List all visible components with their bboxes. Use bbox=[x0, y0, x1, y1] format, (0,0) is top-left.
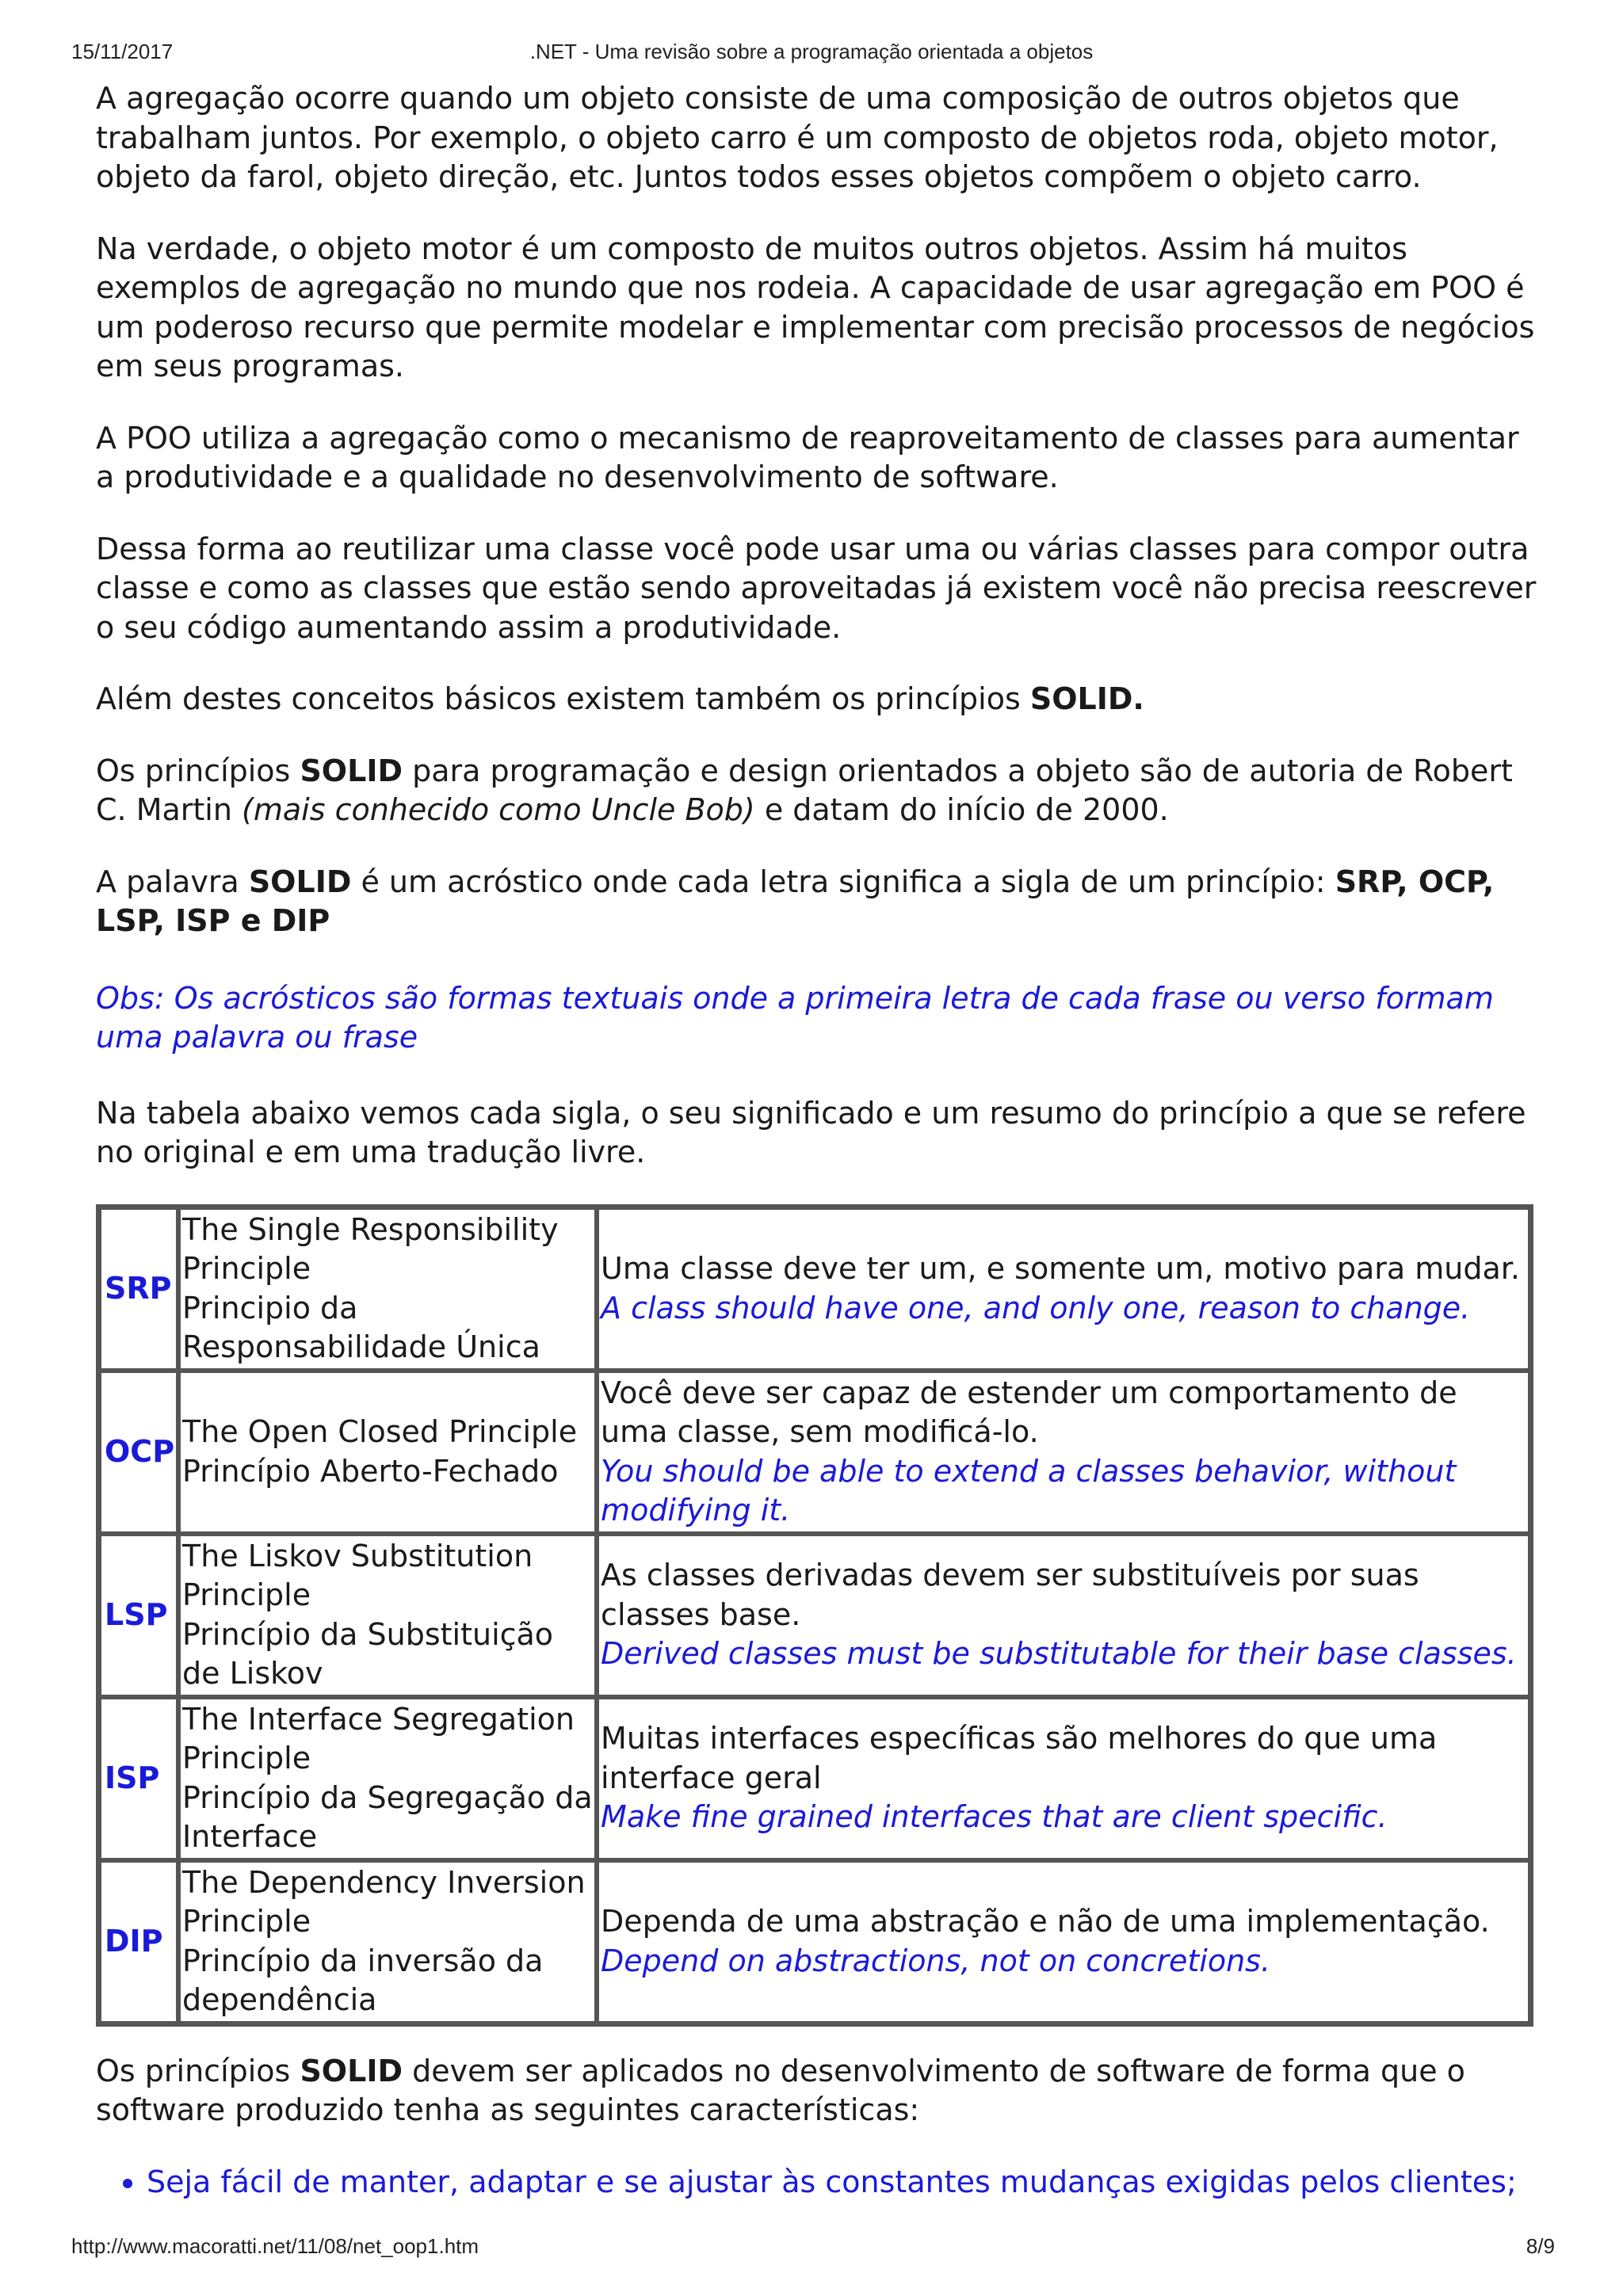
principle-desc-en: Depend on abstractions, not on concretions. bbox=[601, 1943, 1271, 1978]
principle-abbr: SRP bbox=[99, 1207, 178, 1371]
principle-name bbox=[178, 1860, 597, 2023]
principle-description bbox=[597, 1207, 1530, 1371]
principle-abbr: LSP bbox=[99, 1534, 178, 1697]
principle-name bbox=[178, 1697, 597, 1860]
table-row bbox=[99, 1697, 1530, 1860]
principle-description bbox=[597, 1697, 1530, 1860]
paragraph-table-intro: Na tabela abaixo vemos cada sigla, o seu significado e um resumo do princípio a que se refere no original e em uma tradução livre. bbox=[96, 1095, 1526, 1169]
principle-description bbox=[597, 1534, 1530, 1697]
principle-description bbox=[597, 1860, 1530, 2023]
paragraph-solid-intro: Além destes conceitos básicos existem também os princípios SOLID. bbox=[96, 681, 1144, 716]
principle-desc-pt: Você deve ser capaz de estender um comportamento de uma classe, sem modificá-lo. bbox=[601, 1375, 1457, 1449]
principle-abbr: DIP bbox=[99, 1860, 178, 2023]
footer-url: http://www.macoratti.net/11/08/net_oop1.htm bbox=[71, 2234, 479, 2258]
principle-name-en: The Dependency Inversion Principle bbox=[182, 1864, 586, 1939]
paragraph-solid-apply: Os princípios SOLID devem ser aplicados no desenvolvimento de software de forma que o software produzido tenha as seguintes características: bbox=[96, 2053, 1465, 2127]
article-content bbox=[96, 79, 1538, 2202]
table-row bbox=[99, 1207, 1530, 1371]
principle-name-en: The Interface Segregation Principle bbox=[182, 1701, 575, 1775]
principle-desc-en: Make fine grained interfaces that are client specific. bbox=[601, 1799, 1388, 1835]
paragraph-motor: Na verdade, o objeto motor é um composto de muitos outros objetos. Assim há muitos exemplos de agregação no mundo que nos rodeia. A capacidade de usar agregação em POO é um poderoso recurso que permite modelar e implementar com precisão processos de negócios em seus programas. bbox=[96, 231, 1535, 383]
principle-name-pt: Princípio Aberto-Fechado bbox=[182, 1453, 559, 1489]
paragraph-solid-author: Os princípios SOLID para programação e design orientados a objeto são de autoria de Robert C. Martin (mais conhecido como Uncle Bob) e datam do início de 2000. bbox=[96, 753, 1513, 827]
solid-table bbox=[96, 1204, 1533, 2027]
list-item: • Seja fácil de manter, adaptar e se ajustar às constantes mudanças exigidas pelos clientes; bbox=[147, 2163, 1538, 2203]
table-row bbox=[99, 1860, 1530, 2023]
principle-desc-pt: As classes derivadas devem ser substituíveis por suas classes base. bbox=[601, 1558, 1419, 1632]
principle-name-pt: Princípio da inversão da dependência bbox=[182, 1943, 544, 2017]
principle-name-pt: Principio da Responsabilidade Única bbox=[182, 1290, 540, 1364]
principle-name-pt: Princípio da Substituição de Liskov bbox=[182, 1616, 554, 1691]
paragraph-reuse-class: Dessa forma ao reutilizar uma classe você pode usar uma ou várias classes para compor outra classe e como as classes que estão sendo aproveitadas já existem você não precisa reescrever o seu código aumentando assim a produtividade. bbox=[96, 531, 1537, 645]
principle-desc-en: You should be able to extend a classes behavior, without modifying it. bbox=[601, 1453, 1457, 1527]
principle-name-en: The Single Responsibility Principle bbox=[182, 1211, 559, 1286]
table-row bbox=[99, 1534, 1530, 1697]
table-row bbox=[99, 1371, 1530, 1534]
paragraph-solid-acrostic: A palavra SOLID é um acróstico onde cada letra significa a sigla de um princípio: SRP, OCP, LSP, ISP e DIP bbox=[96, 864, 1495, 938]
principle-desc-en: Derived classes must be substitutable for their base classes. bbox=[601, 1636, 1517, 1672]
obs-note: Obs: Os acrósticos são formas textuais onde a primeira letra de cada frase ou verso formam uma palavra ou frase bbox=[96, 980, 1494, 1055]
principle-desc-pt: Dependa de uma abstração e não de uma implementação. bbox=[601, 1904, 1490, 1939]
principle-name bbox=[178, 1534, 597, 1697]
principle-abbr: ISP bbox=[99, 1697, 178, 1860]
principle-desc-en: A class should have one, and only one, reason to change. bbox=[601, 1290, 1471, 1325]
principle-name bbox=[178, 1207, 597, 1371]
principle-name-en: The Open Closed Principle bbox=[182, 1414, 578, 1449]
principle-desc-pt: Uma classe deve ter um, e somente um, motivo para mudar. bbox=[601, 1251, 1520, 1286]
header-date: 15/11/2017 bbox=[71, 40, 174, 63]
principle-name-pt: Princípio da Segregação da Interface bbox=[182, 1779, 593, 1854]
footer-page-number: 8/9 bbox=[1526, 2234, 1555, 2258]
paragraph-poo-reuse: A POO utiliza a agregação como o mecanismo de reaproveitamento de classes para aumentar a produtividade e a qualidade no desenvolvimento de software. bbox=[96, 420, 1519, 494]
header-title: .NET - Uma revisão sobre a programação orientada a objetos bbox=[529, 40, 1094, 63]
characteristics-list bbox=[96, 2163, 1538, 2203]
principle-desc-pt: Muitas interfaces específicas são melhores do que uma interface geral bbox=[601, 1721, 1438, 1795]
principle-name-en: The Liskov Substitution Principle bbox=[182, 1538, 533, 1612]
principle-name bbox=[178, 1371, 597, 1534]
paragraph-aggregation: A agregação ocorre quando um objeto consiste de uma composição de outros objetos que trabalham juntos. Por exemplo, o objeto carro é um composto de objetos roda, objeto motor, objeto da farol, objeto direção, etc. Juntos todos esses objetos compõem o objeto carro. bbox=[96, 81, 1499, 194]
principle-abbr: OCP bbox=[99, 1371, 178, 1534]
principle-description bbox=[597, 1371, 1530, 1534]
